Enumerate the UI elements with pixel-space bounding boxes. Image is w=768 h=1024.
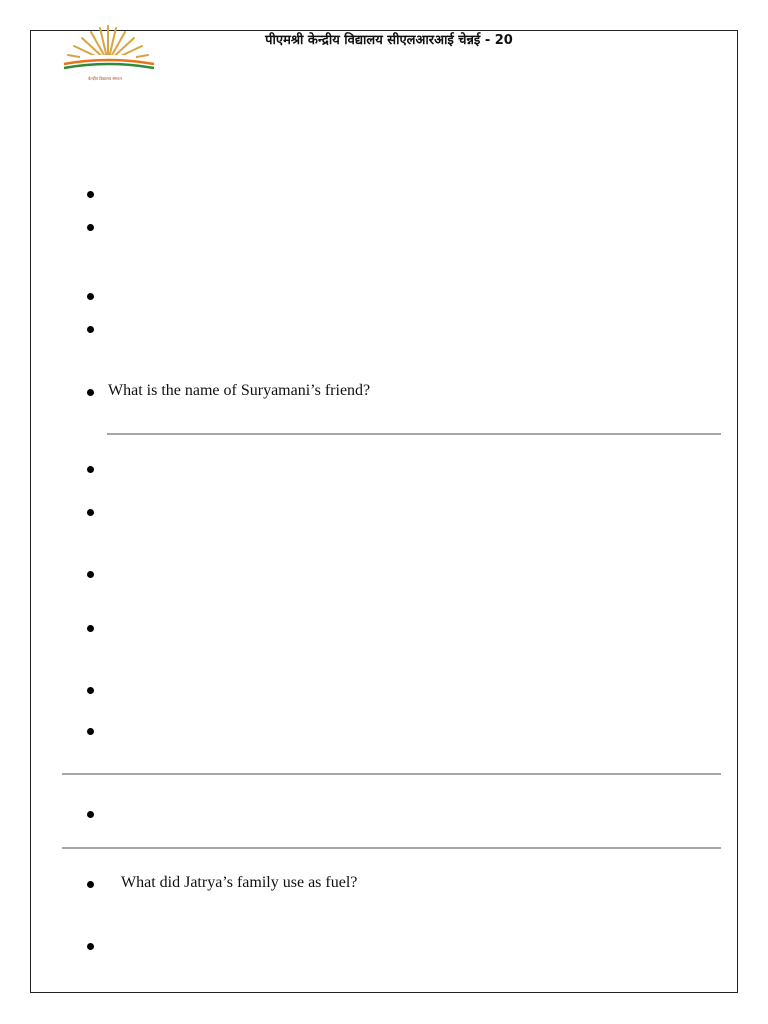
bullet-point — [87, 625, 94, 632]
answer-line — [107, 433, 721, 435]
bullet-point — [87, 943, 94, 950]
separator-line — [62, 773, 721, 775]
bullet-point — [87, 191, 94, 198]
page-header-title: पीएमश्री केन्द्रीय विद्यालय सीएलआरआई चेन्नई - 20 — [265, 33, 513, 48]
logo-caption: केन्द्रीय विद्यालय संगठन — [88, 76, 122, 81]
question-text: What is the name of Suryamani’s friend? — [108, 382, 371, 399]
separator-line — [62, 847, 721, 849]
question-text: What did Jatrya’s family use as fuel? — [121, 874, 358, 891]
bullet-point — [87, 811, 94, 818]
bullet-point — [87, 224, 94, 231]
bullet-point — [87, 293, 94, 300]
bullet-point — [87, 728, 94, 735]
bullet-point — [87, 389, 94, 396]
bullet-point — [87, 881, 94, 888]
bullet-point — [87, 509, 94, 516]
bullet-point — [87, 466, 94, 473]
bullet-point — [87, 687, 94, 694]
bullet-point — [87, 571, 94, 578]
bullet-point — [87, 326, 94, 333]
